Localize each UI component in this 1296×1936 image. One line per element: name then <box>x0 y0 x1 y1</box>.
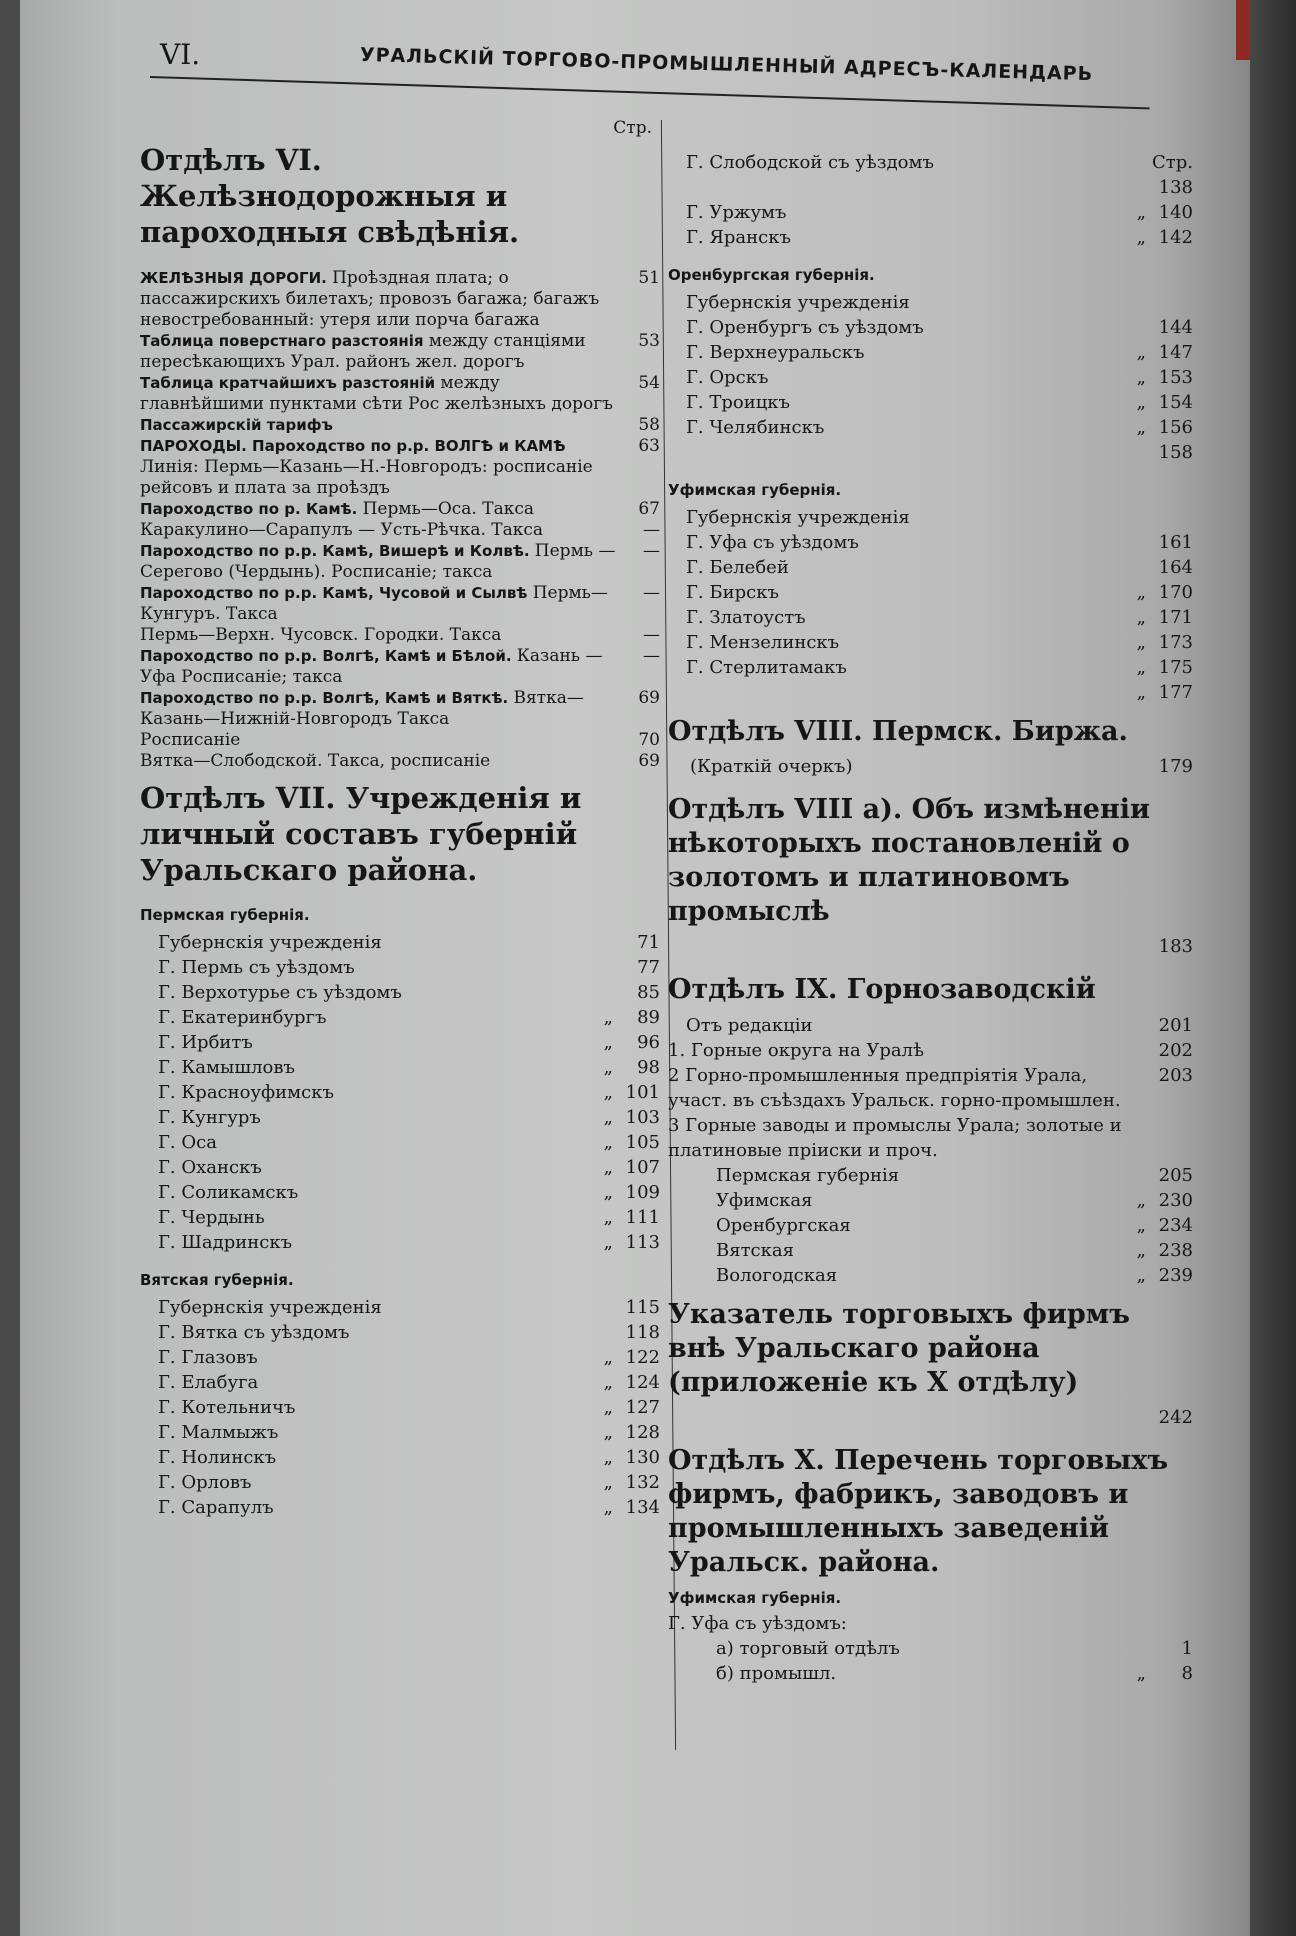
toc-entry <box>140 688 660 730</box>
row-page: 173 <box>1158 632 1193 653</box>
section-title: Отдѣлъ VII. Учрежденія и личный составъ губерній Уральскаго района. <box>140 781 582 887</box>
toc-row <box>140 1130 660 1155</box>
row-page: 113 <box>625 1232 660 1253</box>
row-ditto: „ <box>1136 1215 1149 1236</box>
toc-row <box>140 980 660 1005</box>
row-ditto: „ <box>1136 1190 1149 1211</box>
right-content <box>668 150 1193 1686</box>
row-name: Г. Малмыжъ <box>158 1422 279 1443</box>
row-page: 101 <box>625 1082 660 1103</box>
entry-description: Проѣздная плата; о пассажирскихъ билетахъ; провозъ багажа; багажъ невостребованный: утеря или порча багажа <box>140 268 600 330</box>
entry-description: Пермь—Верхн. Чусовск. Городки. Такса <box>140 625 502 645</box>
row-name: Г. Глазовъ <box>158 1347 258 1368</box>
toc-row <box>668 315 1193 340</box>
row-ditto: „ <box>603 1497 616 1518</box>
row-name: Отъ редакціи <box>686 1015 813 1036</box>
row-name: Вологодская <box>716 1265 838 1286</box>
group-title: Оренбургская губернія. <box>668 266 875 284</box>
row-ditto: „ <box>603 1057 616 1078</box>
row-page: 98 <box>637 1057 660 1078</box>
row-ditto: „ <box>1136 202 1149 223</box>
toc-row <box>140 1495 660 1520</box>
toc-row <box>140 1155 660 1180</box>
row-page: 171 <box>1158 607 1193 628</box>
section-title: Указатель торговыхъ фирмъ внѣ Уральскаго района (приложеніе къ X отдѣлу) <box>668 1299 1130 1398</box>
row-name: Г. Орскъ <box>686 367 769 388</box>
row-page: 142 <box>1158 227 1193 248</box>
row-page: 127 <box>625 1397 660 1418</box>
entry-text <box>140 268 618 331</box>
row-name: Уфимская <box>716 1190 813 1211</box>
entry-category: Пароходство по р.р. Волгѣ, Камѣ и Бѣлой. <box>140 647 517 665</box>
toc-row <box>668 440 1193 465</box>
entry-text <box>140 373 618 415</box>
entry-category: Пароходство по р. Камѣ. <box>140 500 363 518</box>
group-title: Уфимская губернія. <box>668 481 842 499</box>
row-ditto: „ <box>1136 1663 1149 1684</box>
section-title: Отдѣлъ X. Перечень торговыхъ фирмъ, фабрикъ, заводовъ и промышленныхъ заведеній Уральск. района. <box>668 1445 1169 1578</box>
row-page <box>1149 1113 1193 1163</box>
note-page: 183 <box>1158 936 1193 957</box>
toc-entry <box>140 499 660 520</box>
row-ditto: „ <box>603 1182 616 1203</box>
row-ditto: „ <box>603 1132 616 1153</box>
red-page-edge <box>1236 0 1250 60</box>
entry-page: — <box>643 646 660 666</box>
entry-category: ЖЕЛѢЗНЫЯ ДОРОГИ. <box>140 269 333 287</box>
row-page <box>1149 505 1193 530</box>
row-ditto: „ <box>1136 392 1149 413</box>
toc-entry <box>140 751 660 772</box>
row-name: б) промышл. <box>716 1663 837 1684</box>
row-page: 132 <box>625 1472 660 1493</box>
row-name: Г. Уфа съ уѣздомъ: <box>668 1613 847 1634</box>
entry-text <box>140 730 618 751</box>
entry-category: Таблица кратчайшихъ разстояній <box>140 374 441 392</box>
row-name: Г. Шадринскъ <box>158 1232 293 1253</box>
toc-row <box>668 340 1193 365</box>
entry-text <box>140 331 618 373</box>
row-name: Г. Соликамскъ <box>158 1182 299 1203</box>
row-page: 128 <box>625 1422 660 1443</box>
row-name: Г. Оренбургъ съ уѣздомъ <box>686 317 924 338</box>
row-name: Г. Златоустъ <box>686 607 806 628</box>
section-note <box>668 1406 1193 1430</box>
row-page: 156 <box>1158 417 1193 438</box>
toc-row <box>668 390 1193 415</box>
row-page: 153 <box>1158 367 1193 388</box>
row-page: 96 <box>637 1032 660 1053</box>
toc-entry <box>140 436 660 499</box>
row-page: 107 <box>625 1157 660 1178</box>
row-ditto: „ <box>1136 607 1149 628</box>
row-page: 158 <box>1158 442 1193 463</box>
row-ditto: „ <box>603 1232 616 1253</box>
row-name: Губернскія учрежденія <box>158 932 382 953</box>
toc-entry <box>140 541 660 583</box>
row-page: 124 <box>625 1372 660 1393</box>
toc-row <box>668 655 1193 680</box>
railway-entries <box>140 268 660 772</box>
row-page: 147 <box>1158 342 1193 363</box>
row-name: Г. Екатеринбургъ <box>158 1007 327 1028</box>
row-page: Стр. 138 <box>1152 152 1193 198</box>
entry-page: 58 <box>638 415 660 435</box>
row-page <box>1149 1586 1193 1611</box>
entry-text <box>140 541 618 583</box>
toc-row <box>668 200 1193 225</box>
row-name: Г. Пермь съ уѣздомъ <box>158 957 355 978</box>
toc-row <box>140 1395 660 1420</box>
entry-description: Казань — Уфа Росписаніе; такса <box>140 646 603 687</box>
row-ditto: „ <box>603 1007 616 1028</box>
left-column <box>140 118 660 1520</box>
row-ditto: „ <box>1136 1240 1149 1261</box>
toc-row <box>668 530 1193 555</box>
entry-description: Пермь—Кунгуръ. Такса <box>140 583 608 624</box>
entry-description: между главнѣйшими пунктами сѣти Рос желѣзныхъ дорогъ <box>140 373 613 414</box>
toc-row <box>140 1470 660 1495</box>
row-page: 164 <box>1158 557 1193 578</box>
row-name: Г. Котельничъ <box>158 1397 296 1418</box>
toc-row <box>140 1230 660 1255</box>
row-name: Г. Камышловъ <box>158 1057 295 1078</box>
row-ditto: „ <box>603 1447 616 1468</box>
row-name: Г. Сарапулъ <box>158 1497 274 1518</box>
row-ditto: „ <box>603 1397 616 1418</box>
province-groups <box>140 906 660 1520</box>
row-name: Г. Оханскъ <box>158 1157 262 1178</box>
row-name: 1. Горные округа на Уралѣ <box>668 1040 924 1061</box>
entry-category: Пароходство по р.р. Волгѣ, Камѣ и Вяткѣ. <box>140 689 514 707</box>
toc-row <box>668 630 1193 655</box>
row-page: 202 <box>1158 1040 1193 1061</box>
row-name: Оренбургская <box>716 1215 851 1236</box>
row-page: 177 <box>1158 682 1193 703</box>
row-page: 175 <box>1158 657 1193 678</box>
row-page: 109 <box>625 1182 660 1203</box>
row-name: Г. Слободской съ уѣздомъ <box>686 152 934 173</box>
row-name: Г. Стерлитамакъ <box>686 657 847 678</box>
toc-entry <box>140 520 660 541</box>
row-page: 205 <box>1158 1165 1193 1186</box>
row-page: 85 <box>637 982 660 1003</box>
entry-page: 69 <box>638 688 660 708</box>
entry-page: 51 <box>638 268 660 288</box>
row-page: 122 <box>625 1347 660 1368</box>
toc-row <box>140 930 660 955</box>
entry-text <box>140 751 618 772</box>
page-number: VI. <box>160 38 201 71</box>
entry-page: — <box>643 583 660 603</box>
row-ditto: „ <box>1136 657 1149 678</box>
toc-entry <box>140 268 660 331</box>
row-name: Г. Бирскъ <box>686 582 779 603</box>
row-name: Г. Уфа съ уѣздомъ <box>686 532 859 553</box>
note-page: 242 <box>1158 1407 1193 1428</box>
toc-entry <box>140 331 660 373</box>
entry-text <box>140 583 618 625</box>
entry-category: Пассажирскій тарифъ <box>140 416 333 434</box>
row-page: 239 <box>1158 1265 1193 1286</box>
entry-category: Пароходство по р.р. Камѣ, Вишерѣ и Колвѣ. <box>140 542 535 560</box>
row-name: Г. Мензелинскъ <box>686 632 840 653</box>
row-ditto: „ <box>1136 227 1149 248</box>
row-ditto: „ <box>1136 342 1149 363</box>
row-name: Г. Яранскъ <box>686 227 791 248</box>
toc-entry <box>140 625 660 646</box>
toc-row <box>140 1295 660 1320</box>
row-page <box>1149 1611 1193 1636</box>
toc-row <box>668 1238 1193 1263</box>
toc-row <box>668 505 1193 530</box>
row-page: 234 <box>1158 1215 1193 1236</box>
toc-row <box>668 680 1193 705</box>
row-page: 230 <box>1158 1190 1193 1211</box>
row-ditto: „ <box>603 1157 616 1178</box>
entry-description: Вятка—Казань—Нижній-Новгородъ Такса <box>140 688 584 729</box>
row-name: Г. Оса <box>158 1132 217 1153</box>
row-page: 118 <box>625 1322 660 1343</box>
section-title: Отдѣлъ VIII. Пермск. Биржа. <box>668 716 1128 747</box>
row-name: Г. Троицкъ <box>686 392 791 413</box>
row-ditto: „ <box>603 1207 616 1228</box>
toc-entry <box>140 373 660 415</box>
entry-description: Каракулино—Сарапулъ — Усть-Рѣчка. Такса <box>140 520 544 540</box>
toc-row <box>668 225 1193 250</box>
entry-text <box>140 436 618 499</box>
row-name: Г. Нолинскъ <box>158 1447 277 1468</box>
row-page: 71 <box>637 932 660 953</box>
toc-row <box>140 1420 660 1445</box>
row-ditto: „ <box>1136 1265 1149 1286</box>
row-name: Пермская губернія <box>716 1165 900 1186</box>
toc-row <box>140 955 660 980</box>
section-title: Отдѣлъ VI. Желѣзнодорожныя и пароходныя свѣдѣнія. <box>140 143 520 249</box>
entry-category: ПАРОХОДЫ. Пароходство по р.р. ВОЛГѢ и КАМѢ <box>140 437 566 455</box>
entry-text <box>140 520 618 541</box>
section-note <box>668 935 1193 959</box>
toc-row <box>668 415 1193 440</box>
toc-row <box>668 1661 1193 1686</box>
row-ditto: „ <box>1136 367 1149 388</box>
group-title: Вятская губернія. <box>140 1271 294 1289</box>
note-text: (Краткій очеркъ) <box>690 756 853 777</box>
toc-row <box>668 1113 1193 1163</box>
row-page: 201 <box>1158 1015 1193 1036</box>
row-name: Г. Ирбитъ <box>158 1032 253 1053</box>
toc-row <box>140 1105 660 1130</box>
entry-page: 54 <box>638 373 660 393</box>
row-name: Г. Кунгуръ <box>158 1107 261 1128</box>
toc-row <box>668 1038 1193 1063</box>
toc-row <box>668 555 1193 580</box>
entry-page: — <box>643 520 660 540</box>
row-ditto: „ <box>1136 682 1149 703</box>
row-ditto: „ <box>1136 582 1149 603</box>
toc-row <box>668 580 1193 605</box>
entry-text <box>140 646 618 688</box>
entry-page: 70 <box>638 730 660 750</box>
toc-row <box>668 1611 1193 1636</box>
toc-entry <box>140 646 660 688</box>
row-name: Губернскія учрежденія <box>158 1297 382 1318</box>
row-name: Г. Белебей <box>686 557 789 578</box>
row-page: 134 <box>625 1497 660 1518</box>
row-page: 144 <box>1158 317 1193 338</box>
toc-row <box>668 605 1193 630</box>
row-name: Вятская <box>716 1240 794 1261</box>
row-ditto: „ <box>603 1032 616 1053</box>
row-ditto: „ <box>603 1082 616 1103</box>
entry-category: Таблица поверстнаго разстоянія <box>140 332 429 350</box>
toc-row <box>668 1188 1193 1213</box>
row-name <box>668 680 1137 705</box>
note-text <box>668 935 1149 959</box>
entry-description: Линія: Пермь—Казань—Н.-Новгородъ: росписаніе рейсовъ и плата за проѣздъ <box>140 457 593 498</box>
toc-row <box>140 1180 660 1205</box>
row-page: 103 <box>625 1107 660 1128</box>
entry-text <box>140 499 618 520</box>
note-page: 179 <box>1158 756 1193 777</box>
page-column-label: Стр. <box>613 118 652 138</box>
toc-row <box>140 1080 660 1105</box>
entry-description: между станціями пересѣкающихъ Урал. районъ жел. дорогъ <box>140 331 586 372</box>
toc-row <box>668 1163 1193 1188</box>
right-column <box>668 150 1193 1686</box>
toc-row <box>668 290 1193 315</box>
row-ditto: „ <box>603 1347 616 1368</box>
toc-row <box>140 1205 660 1230</box>
group-title: Пермская губернія. <box>140 906 310 924</box>
row-name: Г. Чердынь <box>158 1207 265 1228</box>
row-ditto: „ <box>603 1422 616 1443</box>
row-page: 105 <box>625 1132 660 1153</box>
toc-row <box>668 1213 1193 1238</box>
row-page: 161 <box>1158 532 1193 553</box>
entry-page: 69 <box>638 751 660 771</box>
entry-text <box>140 688 618 730</box>
row-page: 1 <box>1181 1638 1193 1659</box>
row-ditto: „ <box>603 1372 616 1393</box>
row-name: 2 Горно-промышленныя предпріятія Урала, участ. въ съѣздахъ Уральск. горно-промышлен. <box>668 1065 1121 1111</box>
row-page: 77 <box>637 957 660 978</box>
row-name: Г. Верхнеуральскъ <box>686 342 865 363</box>
row-name: а) торговый отдѣлъ <box>716 1638 900 1659</box>
row-page: 89 <box>637 1007 660 1028</box>
row-page: 203 <box>1158 1065 1193 1086</box>
row-name: Г. Вятка съ уѣздомъ <box>158 1322 350 1343</box>
entry-page: 67 <box>638 499 660 519</box>
row-ditto: „ <box>603 1472 616 1493</box>
row-name: Г. Верхотурье съ уѣздомъ <box>158 982 402 1003</box>
entry-text <box>140 625 618 646</box>
toc-row <box>668 365 1193 390</box>
row-name: Г. Елабуга <box>158 1372 259 1393</box>
row-page: 111 <box>625 1207 660 1228</box>
running-title: УРАЛЬСКІЙ ТОРГОВО-ПРОМЫШЛЕННЫЙ АДРЕСЪ-КАЛЕНДАРЬ <box>359 44 1094 86</box>
toc-row <box>668 1263 1193 1288</box>
row-name <box>668 440 1149 465</box>
toc-row <box>668 1586 1193 1611</box>
row-name: 3 Горные заводы и промыслы Урала; золотые и платиновые пріиски и проч. <box>668 1115 1122 1161</box>
toc-entry <box>140 583 660 625</box>
entry-page: 53 <box>638 331 660 351</box>
toc-row <box>668 1063 1193 1113</box>
row-name: Г. Орловъ <box>158 1472 252 1493</box>
toc-entry <box>140 415 660 436</box>
entry-page: 63 <box>638 436 660 456</box>
row-page: 154 <box>1158 392 1193 413</box>
section-title: Отдѣлъ VIII а). Объ измѣненіи нѣкоторыхъ постановленій о золотомъ и платиновомъ промыслѣ <box>668 794 1151 927</box>
toc-entry <box>140 730 660 751</box>
toc-row <box>140 1370 660 1395</box>
toc-row <box>140 1030 660 1055</box>
row-page: 238 <box>1158 1240 1193 1261</box>
toc-row <box>668 150 1193 200</box>
toc-row <box>140 1320 660 1345</box>
toc-row <box>140 1445 660 1470</box>
toc-row <box>668 1636 1193 1661</box>
toc-row <box>140 1055 660 1080</box>
row-ditto: „ <box>1136 632 1149 653</box>
row-name: Г. Челябинскъ <box>686 417 825 438</box>
entry-page: — <box>643 625 660 645</box>
section-note <box>668 755 1193 779</box>
row-page: 8 <box>1181 1663 1193 1684</box>
note-text <box>668 1406 1149 1430</box>
row-ditto: „ <box>603 1107 616 1128</box>
entry-category: Пароходство по р.р. Камѣ, Чусовой и Сылвѣ <box>140 584 533 602</box>
entry-text <box>140 415 618 436</box>
entry-description: Пермь—Оса. Такса <box>362 499 534 519</box>
row-page: 170 <box>1158 582 1193 603</box>
entry-page: — <box>643 541 660 561</box>
entry-description: Вятка—Слободской. Такса, росписаніе <box>140 751 491 771</box>
page <box>20 0 1250 1936</box>
row-name: Г. Красноуфимскъ <box>158 1082 334 1103</box>
entry-description: Пермь —Серегово (Чердынь). Росписаніе; такса <box>140 541 616 582</box>
row-page <box>1149 290 1193 315</box>
row-page: 115 <box>625 1297 660 1318</box>
entry-description: Росписаніе <box>140 730 241 750</box>
toc-row <box>140 1345 660 1370</box>
row-name: Г. Уржумъ <box>686 202 787 223</box>
row-page: 130 <box>625 1447 660 1468</box>
row-name: Губернскія учрежденія <box>686 507 910 528</box>
row-name: Губернскія учрежденія <box>686 292 910 313</box>
toc-row <box>140 1005 660 1030</box>
toc-row <box>668 1013 1193 1038</box>
row-page: 140 <box>1158 202 1193 223</box>
section-title: Отдѣлъ IX. Горнозаводскій <box>668 974 1096 1005</box>
row-ditto: „ <box>1136 417 1149 438</box>
row-name: Уфимская губернія. <box>668 1589 842 1607</box>
